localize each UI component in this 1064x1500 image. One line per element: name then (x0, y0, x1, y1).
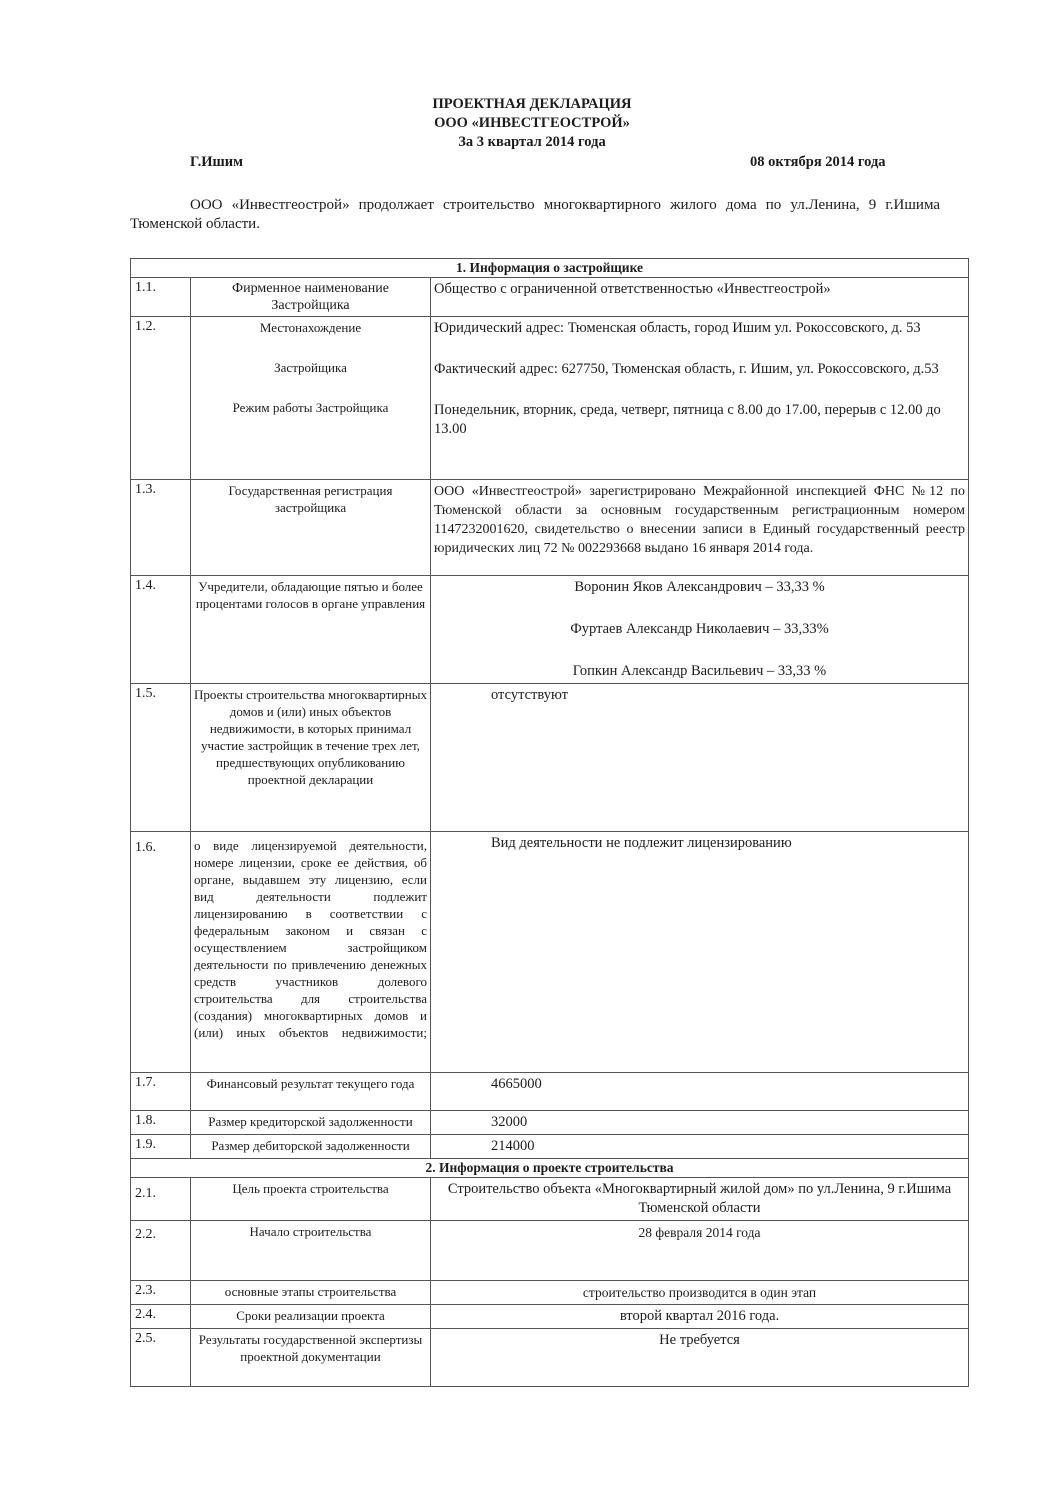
working-hours: Понедельник, вторник, среда, четверг, пятница с 8.00 до 17.00, перерыв с 12.00 до 13.00 (434, 402, 941, 437)
section-header (131, 259, 969, 278)
row-label: Учредители, обладающие пятью и более процентами голосов в органе управления (191, 576, 431, 684)
table-row (131, 1305, 969, 1329)
row-label: Размер дебиторской задолженности (191, 1135, 431, 1159)
row-value (431, 576, 969, 684)
legal-address: Юридический адрес: Тюменская область, город Ишим ул. Рокоссовского, д. 53 (434, 320, 921, 336)
label-line: Местонахождение (259, 320, 362, 335)
intro-paragraph: ООО «Инвестгеострой» продолжает строительство многоквартирного жилого дома по ул.Ленина, 9 г.Ишима Тюменской области. (130, 197, 940, 232)
row-number: 1.2. (131, 317, 191, 480)
row-value: 32000 (431, 1111, 969, 1135)
row-label: Размер кредиторской задолженности (191, 1111, 431, 1135)
table-row (131, 684, 969, 832)
company-name: ООО «ИНВЕСТГЕОСТРОЙ» (434, 115, 630, 131)
table-row (131, 480, 969, 576)
row-value: отсутствуют (431, 684, 969, 832)
row-value: Не требуется (431, 1329, 969, 1387)
row-number: 2.5. (131, 1329, 191, 1387)
row-label: основные этапы строительства (191, 1281, 431, 1305)
row-value: ООО «Инвестгеострой» зарегистрировано Межрайонной инспекцией ФНС №12 по Тюменской области за основным государственным регистрационным номером 1147232001620, свидетельство о внесении записи в Единый государственный реестр юридических лиц 72 № 002293668 выдано 16 января 2014 года. (431, 480, 969, 576)
row-number: 2.3. (131, 1281, 191, 1305)
document-title: ПРОЕКТНАЯ ДЕКЛАРАЦИЯ (432, 96, 632, 112)
declaration-table (130, 258, 969, 1387)
place: Г.Ишим (190, 154, 243, 170)
row-value: второй квартал 2016 года. (431, 1305, 969, 1329)
row-label: Государственная регистрация застройщика (191, 480, 431, 576)
label-line: Режим работы Застройщика (232, 400, 389, 415)
section-header (131, 1159, 969, 1178)
row-label: Финансовый результат текущего года (191, 1073, 431, 1111)
table-row (131, 1221, 969, 1281)
row-value: Строительство объекта «Многоквартирный жилой дом» по ул.Ленина, 9 г.Ишима Тюменской области (431, 1178, 969, 1221)
row-number: 1.4. (131, 576, 191, 684)
row-label: Проекты строительства многоквартирных домов и (или) иных объектов недвижимости, в которых принимал участие застройщик в течение трех лет, предшествующих опубликованию проектной декларации (191, 684, 431, 832)
row-number: 1.9. (131, 1135, 191, 1159)
table-row (131, 278, 969, 317)
table-row (131, 1281, 969, 1305)
founder-item: Воронин Яков Александрович – 33,33 % (574, 579, 825, 595)
founder-item: Гопкин Александр Васильевич – 33,33 % (572, 663, 827, 679)
table-row (131, 1073, 969, 1111)
row-number: 1.5. (131, 684, 191, 832)
row-label: Цель проекта строительства (191, 1178, 431, 1221)
table-row (131, 576, 969, 684)
row-value: Вид деятельности не подлежит лицензированию (431, 832, 969, 1073)
row-number: 1.1. (131, 278, 191, 317)
row-number: 1.6. (131, 832, 191, 1073)
report-period: За 3 квартал 2014 года (458, 134, 606, 150)
row-number: 2.1. (131, 1178, 191, 1221)
row-label: о виде лицензируемой деятельности, номере лицензии, сроке ее действия, об органе, выдавшем эту лицензию, если вид деятельности подлежит лицензированию в соответствии с федеральным законом и связан с осуществлением застройщиком деятельности по привлечению денежных средств участников долевого строительства для строительства (создания) многоквартирных домов и (или) иных объектов недвижимости; (191, 832, 431, 1073)
row-value: 4665000 (431, 1073, 969, 1111)
table-row (131, 1111, 969, 1135)
section-title: 1. Информация о застройщике (131, 259, 969, 278)
row-label: Сроки реализации проекта (191, 1305, 431, 1329)
row-value: строительство производится в один этап (431, 1281, 969, 1305)
row-label (191, 317, 431, 480)
row-number: 1.7. (131, 1073, 191, 1111)
row-number: 1.3. (131, 480, 191, 576)
actual-address: Фактический адрес: 627750, Тюменская область, г. Ишим, ул. Рокоссовского, д.53 (434, 361, 939, 377)
section-title: 2. Информация о проекте строительства (131, 1159, 969, 1178)
row-number: 2.2. (131, 1221, 191, 1281)
row-value (431, 317, 969, 480)
table-row (131, 1329, 969, 1387)
row-label: Результаты государственной экспертизы проектной документации (191, 1329, 431, 1387)
row-label: Фирменное наименование Застройщика (191, 278, 431, 317)
row-number: 2.4. (131, 1305, 191, 1329)
row-value: 28 февраля 2014 года (431, 1221, 969, 1281)
table-row (131, 317, 969, 480)
row-number: 1.8. (131, 1111, 191, 1135)
row-value: 214000 (431, 1135, 969, 1159)
table-row (131, 832, 969, 1073)
document-date: 08 октября 2014 года (750, 154, 886, 170)
table-row (131, 1135, 969, 1159)
table-row (131, 1178, 969, 1221)
row-label: Начало строительства (191, 1221, 431, 1281)
founder-item: Фуртаев Александр Николаевич – 33,33% (570, 621, 829, 637)
row-value: Общество с ограниченной ответственностью «Инвестгеострой» (431, 278, 969, 317)
label-line: Застройщика (274, 360, 347, 375)
